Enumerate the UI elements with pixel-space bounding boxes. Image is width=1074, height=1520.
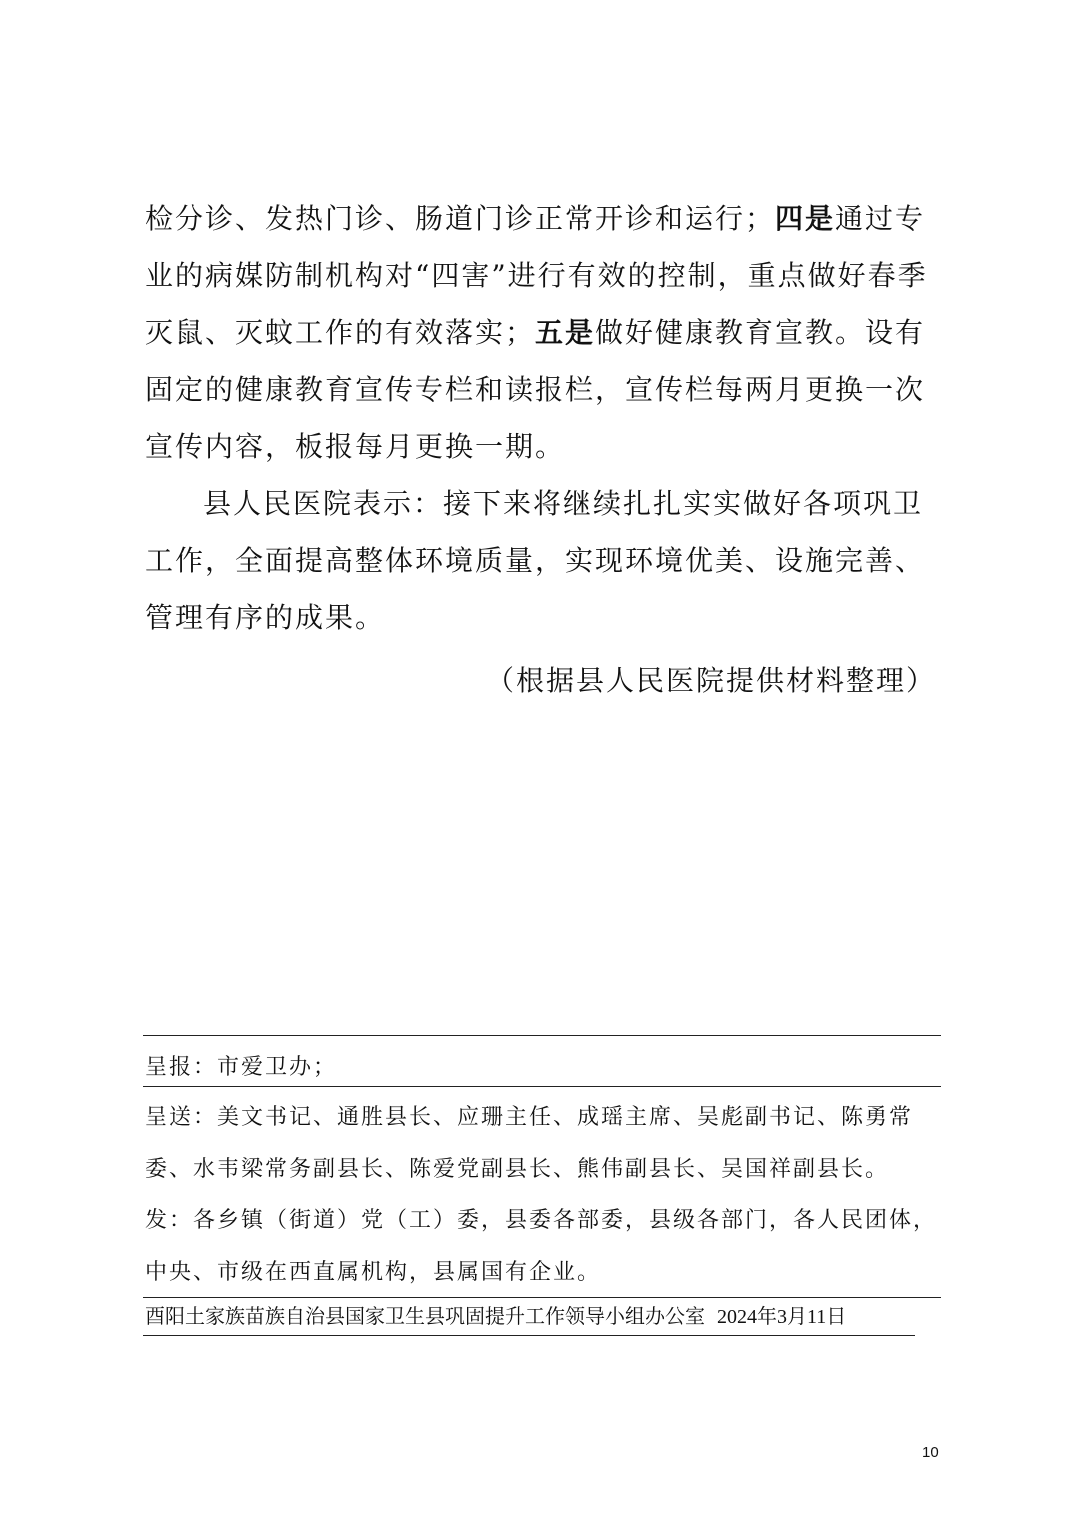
- issue-to-line: 发：各乡镇（街道）党（工）委，县委各部委，县级各部门，各人民团体，中央、市级在西直属机构，县属国有企业。: [145, 1208, 938, 1285]
- divider-after-report: [143, 1086, 941, 1087]
- paragraph-1-segment-2: 通过专业的病媒防制机构对“四害”进行有效的控制，重点做好春季灭鼠、灭蚊工作的有效落实；: [145, 202, 928, 349]
- emphasis-item-four: 四是: [775, 202, 836, 235]
- divider-top: [143, 1035, 941, 1036]
- body-paragraph-1: [145, 190, 945, 475]
- send-to-line: 呈送：美文书记、通胜县长、应珊主任、成瑶主席、吴彪副书记、陈勇常委、水韦梁常务副县长、陈爱党副县长、熊伟副县长、吴国祥副县长。: [145, 1105, 914, 1182]
- page-number: 10: [922, 1444, 939, 1461]
- report-to-line: 呈报：市爱卫办；: [145, 1055, 338, 1080]
- paragraph-1-segment-3: 做好健康教育宣教。设有固定的健康教育宣传专栏和读报栏，宣传栏每两月更换一次宣传内容，板报每月更换一期。: [145, 316, 926, 463]
- emphasis-item-five: 五是: [535, 316, 596, 349]
- paragraph-1-segment-1: 检分诊、发热门诊、肠道门诊正常开诊和运行；: [145, 202, 776, 235]
- divider-bottom: [143, 1335, 915, 1336]
- footer-issuer: [145, 1298, 846, 1335]
- source-note: （根据县人民医院提供材料整理）: [485, 664, 936, 697]
- issue-date: 2024年3月11日: [717, 1306, 847, 1328]
- body-paragraph-2: 县人民医院表示：接下来将继续扎扎实实做好各项巩卫工作，全面提高整体环境质量，实现环境优美、设施完善、管理有序的成果。: [145, 487, 926, 634]
- issuing-office: 酉阳土家族苗族自治县国家卫生县巩固提升工作领导小组办公室: [145, 1304, 705, 1328]
